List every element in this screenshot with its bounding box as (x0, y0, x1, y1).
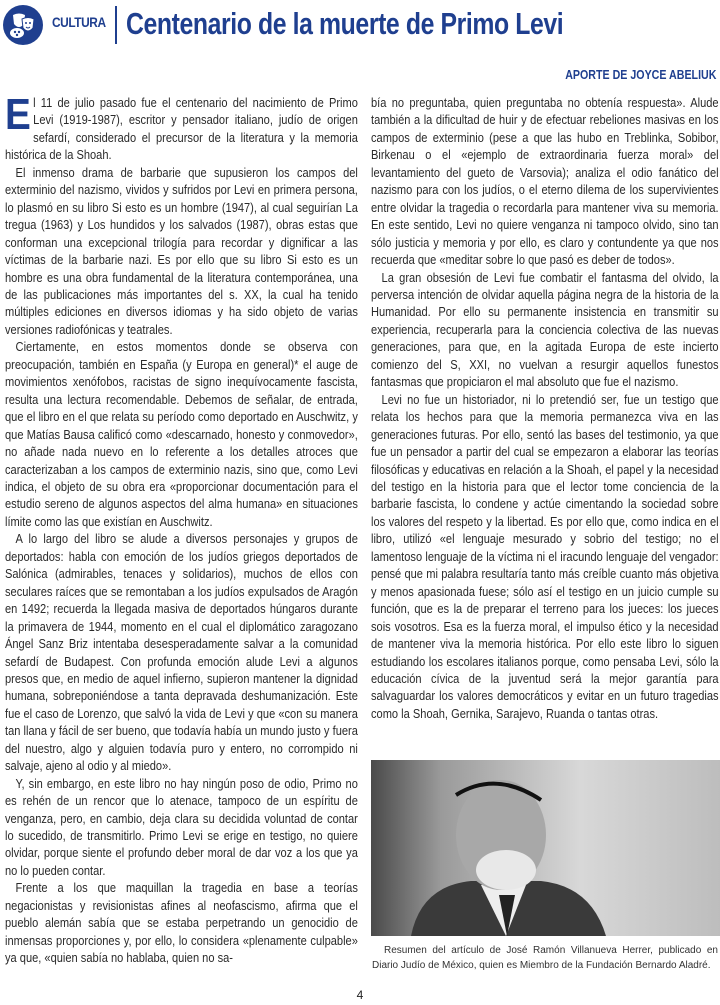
article-paragraph: A lo largo del libro se alude a diversos personajes y grupos de deportados: habla con emoción de los judíos griegos deportados de Salónica (admirables, tenaces y solidarios), muchos de ellos con seculares raíces que se remontaban a los judíos expulsados de Aragón en 1492; recuerda la llegada masiva de deportados húngaros durante la primavera de 1944, momento en el cual el diplomático zaragozano Ángel Sanz Briz intentaba desesperadamente salvar a la comunidad sefardí de Budapest. Con profunda emoción alude Levi a algunos presos que, en medio de aquel infierno, supieron mantener la dignidad humana, sobreponiéndose a tanta depravada deshumanización. Este fue el caso de Lorenzo, que salvó la vida de Levi y que «con su manera tan llana y fácil de ser bueno, que todavía había un mundo justo y fuera del nuestro, algo y alguien todavía puro y entero, no corrompido ni salvaje, ajeno al odio y al miedo». (5, 532, 358, 774)
article-paragraph: bía no preguntaba, quien preguntaba no obtenía respuesta». Alude también a la dificultad de huir y de efectuar rebeliones masivas en los campos de exterminio (pese a que las hubo en Treblinka, Sobibor, Birkenau o el «ejemplo de extraordinaria fuerza moral» del levantamiento del gueto de Varsovia); analiza el odio fanático del nazismo para con los judíos, o el eterno dilema de los supervivientes entre olvidar la tragedia o recordarla para mantener viva su memoria. En este sentido, Levi no quiere venganza ni tampoco olvido, sino tan sólo justicia y memoria y por ello, es claro y contundente ya que nos recuerda que «meditar sobre lo que pasó es deber de todos». (371, 96, 719, 268)
page-number: 4 (356, 988, 364, 1002)
article-paragraph: La gran obsesión de Levi fue combatir el fantasma del olvido, la perversa intención de olvidar aquella página negra de la historia de la Humanidad. Por ello su permanente insistencia en transmitir su experiencia, recuperarla para la conciencia colectiva de las nuevas generaciones, para que, en la agitada Europa de este incierto comienzo del S, XXI, no vuelvan a resurgir aquellos funestos fantasmas que propiciaron el mal absoluto que fue el nazismo. (371, 270, 719, 390)
drop-cap: E (5, 90, 31, 139)
article-paragraph: El inmenso drama de barbarie que supusieron los campos del exterminio del nazismo, vividos y sufridos por Levi en primera persona, lo plasmó en su libro Si esto es un hombre (1947), al cual seguirían La tregua (1963) y Los hundidos y los salvados (1987), obras estas que conforman una excepcional trilogía para recordar y dignificar a las víctimas de la barbarie nazi. Es por ello que su libro Si esto es un hombre es una obra fundamental de la literatura contemporánea, una de las publicaciones más importantes del s. XX, la cual ha tenido múltiples ediciones en diversos idiomas y ha sido objeto de varias versiones radiofónicas y teatrales. (5, 165, 358, 337)
section-label: CULTURA (52, 14, 106, 30)
article-paragraph: Ciertamente, en estos momentos donde se observa con preocupación, también en España (y Europa en general)* el auge de movimientos xenófobos, racistas de signo inequívocamente fascista, resulta una lectura recomendable. Debemos de señalar, de entrada, que el libro en el que relata su período como deportado en Auschwitz, y que Matías Bausa calificó como «descarnado, honesto y conmovedor», no añade nada nuevo en lo referente a los detalles atroces que caracterizaban a los campos de exterminio nazis, sino que, como Levi indica, el objeto de su obra era «proporcionar documentación para el estudio sereno de algunos aspectos del alma humana» en situaciones límite como las que existían en Auschwitz. (5, 340, 358, 529)
article-paragraph: Y, sin embargo, en este libro no hay ningún poso de odio, Primo no es rehén de un rencor que lo atenace, tampoco de un espíritu de venganza, pero, en cambio, deja clara su decidida voluntad de contar lo sucedido, de transmitirlo. Primo Levi se erige en testigo, no quiere olvidar, porque siente el profundo deber moral de dar voz a los que ya no lo pueden contar. (5, 776, 358, 878)
photo-caption: Resumen del artículo de José Ramón Villanueva Herrer, publicado en Diario Judío de México, quien es Miembro de la Fundación Bernardo Aladré. (372, 945, 718, 971)
portrait-photo (371, 760, 720, 936)
article-column-1 (5, 90, 358, 968)
theater-masks-palette-icon (3, 5, 43, 45)
article-paragraph (5, 90, 358, 165)
header-divider (115, 6, 117, 44)
article-paragraph: Frente a los que maquillan la tragedia en base a teorías negacionistas y revisionistas afines al neofascismo, afirma que el pueblo alemán sabía que se estaba perpetrando un genocidio de inmensas proporciones y, por ello, lo considera «plenamente culpable» ya que, «quien sabía no hablaba, quien no sa- (5, 881, 358, 966)
paragraph-text: l 11 de julio pasado fue el centenario del nacimiento de Primo Levi (1919-1987), escritor y pensador italiano, judío de origen sefardí, considerado el precursor de la literatura y la memoria histórica de la Shoah. (5, 96, 358, 163)
article-paragraph: Levi no fue un historiador, ni lo pretendió ser, fue un testigo que relata los hechos para que la memoria permanezca viva en las generaciones futuras. Por ello, sentó las bases del testimonio, ya que fue un pensador a partir del cual se empezaron a elaborar las teorías filosóficas y educativas en relación a la Shoah, el papel y la necesidad del testigo en la historia para que el lector tome conciencia de la barbarie fascista, lo condene y actúe cimentando la sociedad sobre los valores del respeto y la libertad. Es por ello que, como indica en el libro, utilizó «el lenguaje mesurado y sobrio del testigo; no el lamentoso lenguaje de la víctima ni el iracundo lenguaje del vengador: pensé que mi palabra resultaría tanto más creíble cuanto más objetiva y menos apasionada fuese; sólo así el testigo en un juicio cumple su función, que es la de preparar el terreno para los jueces: los jueces sois vosotros. Esa es la fuerza moral, el impulso ético y la necesidad de mantener viva la memoria histórica. Por ello este libro lo siguen estudiando los escolares italianos porque, como pensaba Levi, sólo la educación cívica de la juventud será la mejor garantía para salvaguardar los valores democráticos y evitar en un futuro tragedias como la Shoah, Gernika, Sarajevo, Ruanda o tantas otras. (371, 392, 719, 721)
page-title: Centenario de la muerte de Primo Levi (126, 6, 564, 41)
article-column-2 (371, 95, 719, 723)
author-credit: APORTE DE JOYCE ABELIUK (564, 67, 716, 82)
section-logo (3, 5, 43, 45)
